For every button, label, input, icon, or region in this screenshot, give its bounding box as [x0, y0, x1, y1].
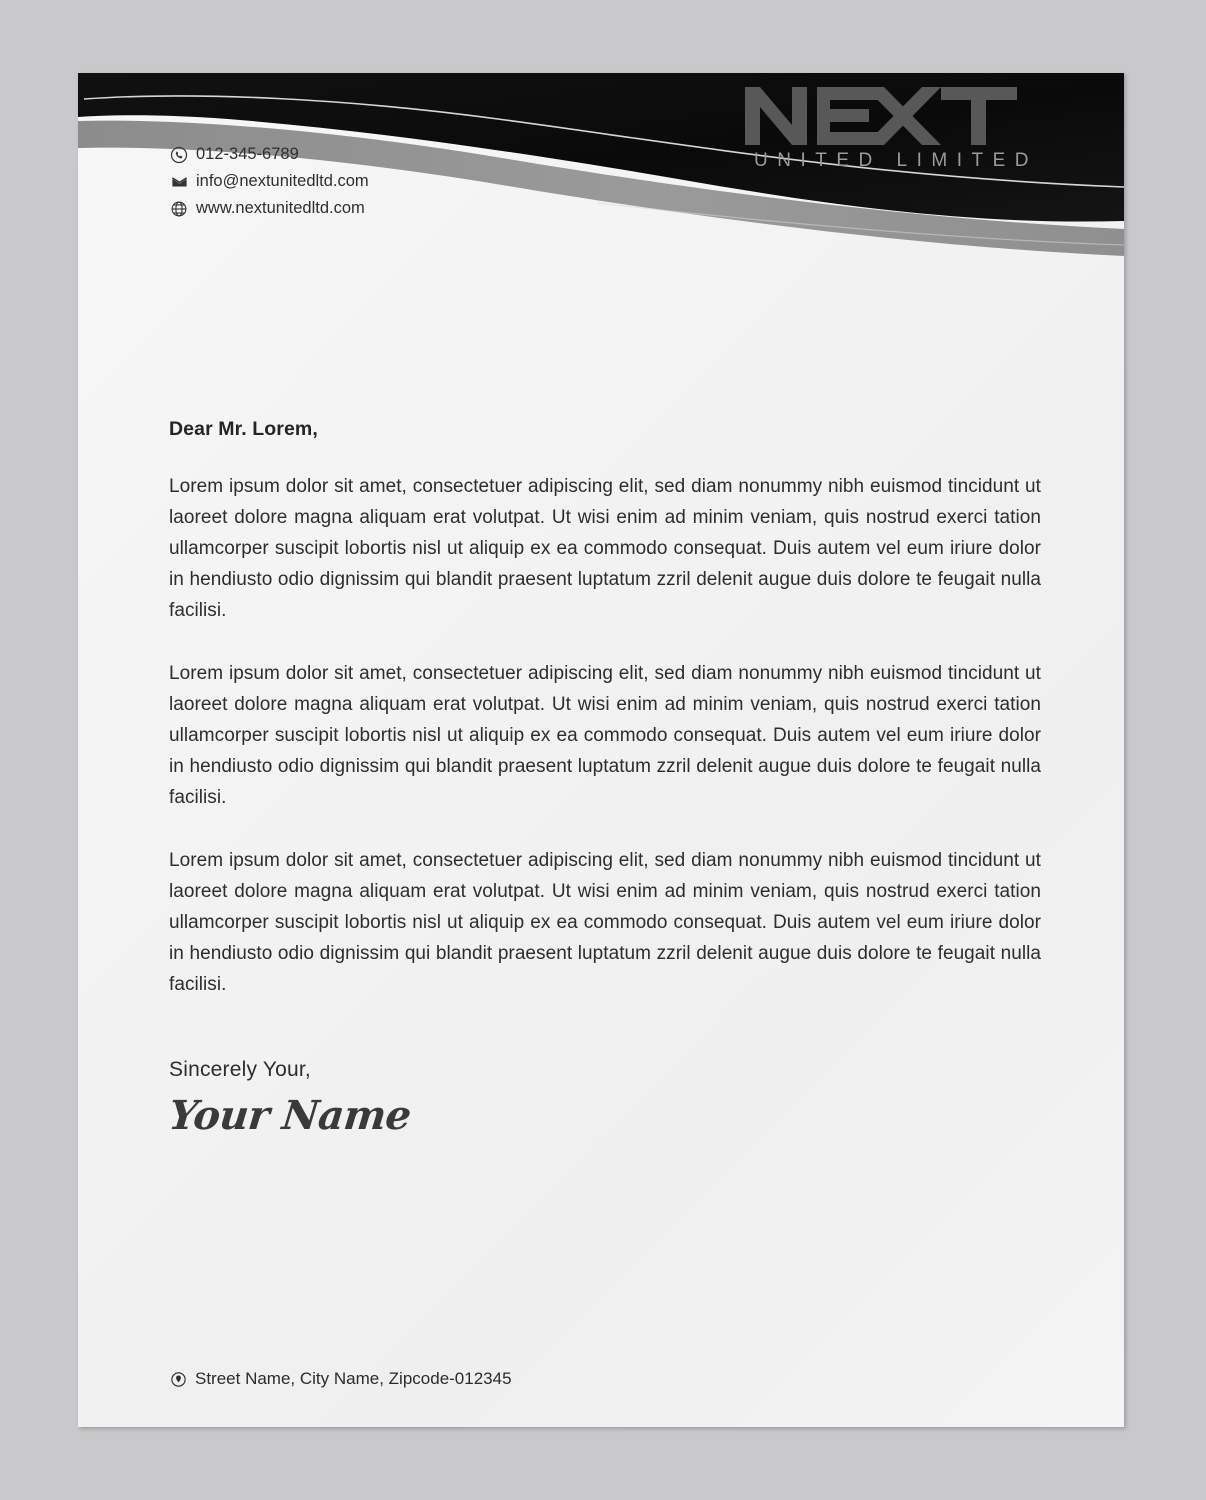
footer-address — [169, 1369, 512, 1389]
next-wordmark-icon — [745, 85, 1017, 147]
contact-row-website — [169, 195, 369, 222]
letterhead-page — [78, 73, 1124, 1427]
letter-greeting: Dear Mr. Lorem, — [169, 418, 318, 440]
contact-info-list — [169, 141, 369, 222]
phone-icon — [169, 145, 189, 165]
letter-paragraph: Lorem ipsum dolor sit amet, consectetuer adipiscing elit, sed diam nonummy nibh euismod tincidunt ut laoreet dolore magna aliquam erat volutpat. Ut wisi enim ad minim veniam, quis nostrud exerci tation ullamcorper suscipit lobortis nisl ut aliquip ex ea commodo consequat. Duis autem vel eum iriure dolor in hendiusto odio dignissim qui blandit praesent luptatum zzril delenit augue duis dolore te feugait nulla facilisi. — [169, 662, 1041, 808]
letter-body — [166, 418, 1041, 1139]
envelope-icon — [169, 172, 189, 192]
logo-subtitle: UNITED LIMITED — [754, 150, 1038, 171]
contact-row-email — [169, 168, 369, 195]
contact-website-value: www.nextunitedltd.com — [196, 199, 365, 217]
contact-row-phone — [169, 141, 369, 168]
company-logo — [745, 85, 1038, 170]
contact-phone-value: 012-345-6789 — [196, 145, 299, 163]
signature-name: Your Name — [166, 1091, 414, 1139]
globe-icon — [169, 199, 189, 219]
letter-paragraph: Lorem ipsum dolor sit amet, consectetuer adipiscing elit, sed diam nonummy nibh euismod tincidunt ut laoreet dolore magna aliquam erat volutpat. Ut wisi enim ad minim veniam, quis nostrud exerci tation ullamcorper suscipit lobortis nisl ut aliquip ex ea commodo consequat. Duis autem vel eum iriure dolor in hendiusto odio dignissim qui blandit praesent luptatum zzril delenit augue duis dolore te feugait nulla facilisi. — [169, 849, 1041, 995]
letter-paragraph: Lorem ipsum dolor sit amet, consectetuer adipiscing elit, sed diam nonummy nibh euismod tincidunt ut laoreet dolore magna aliquam erat volutpat. Ut wisi enim ad minim veniam, quis nostrud exerci tation ullamcorper suscipit lobortis nisl ut aliquip ex ea commodo consequat. Duis autem vel eum iriure dolor in hendiusto odio dignissim qui blandit praesent luptatum zzril delenit augue duis dolore te feugait nulla facilisi. — [169, 476, 1041, 621]
letter-closing: Sincerely Your, — [169, 1057, 311, 1081]
footer-address-text: Street Name, City Name, Zipcode-012345 — [195, 1369, 512, 1388]
location-pin-icon — [169, 1370, 188, 1389]
contact-email-value: info@nextunitedltd.com — [196, 172, 369, 190]
